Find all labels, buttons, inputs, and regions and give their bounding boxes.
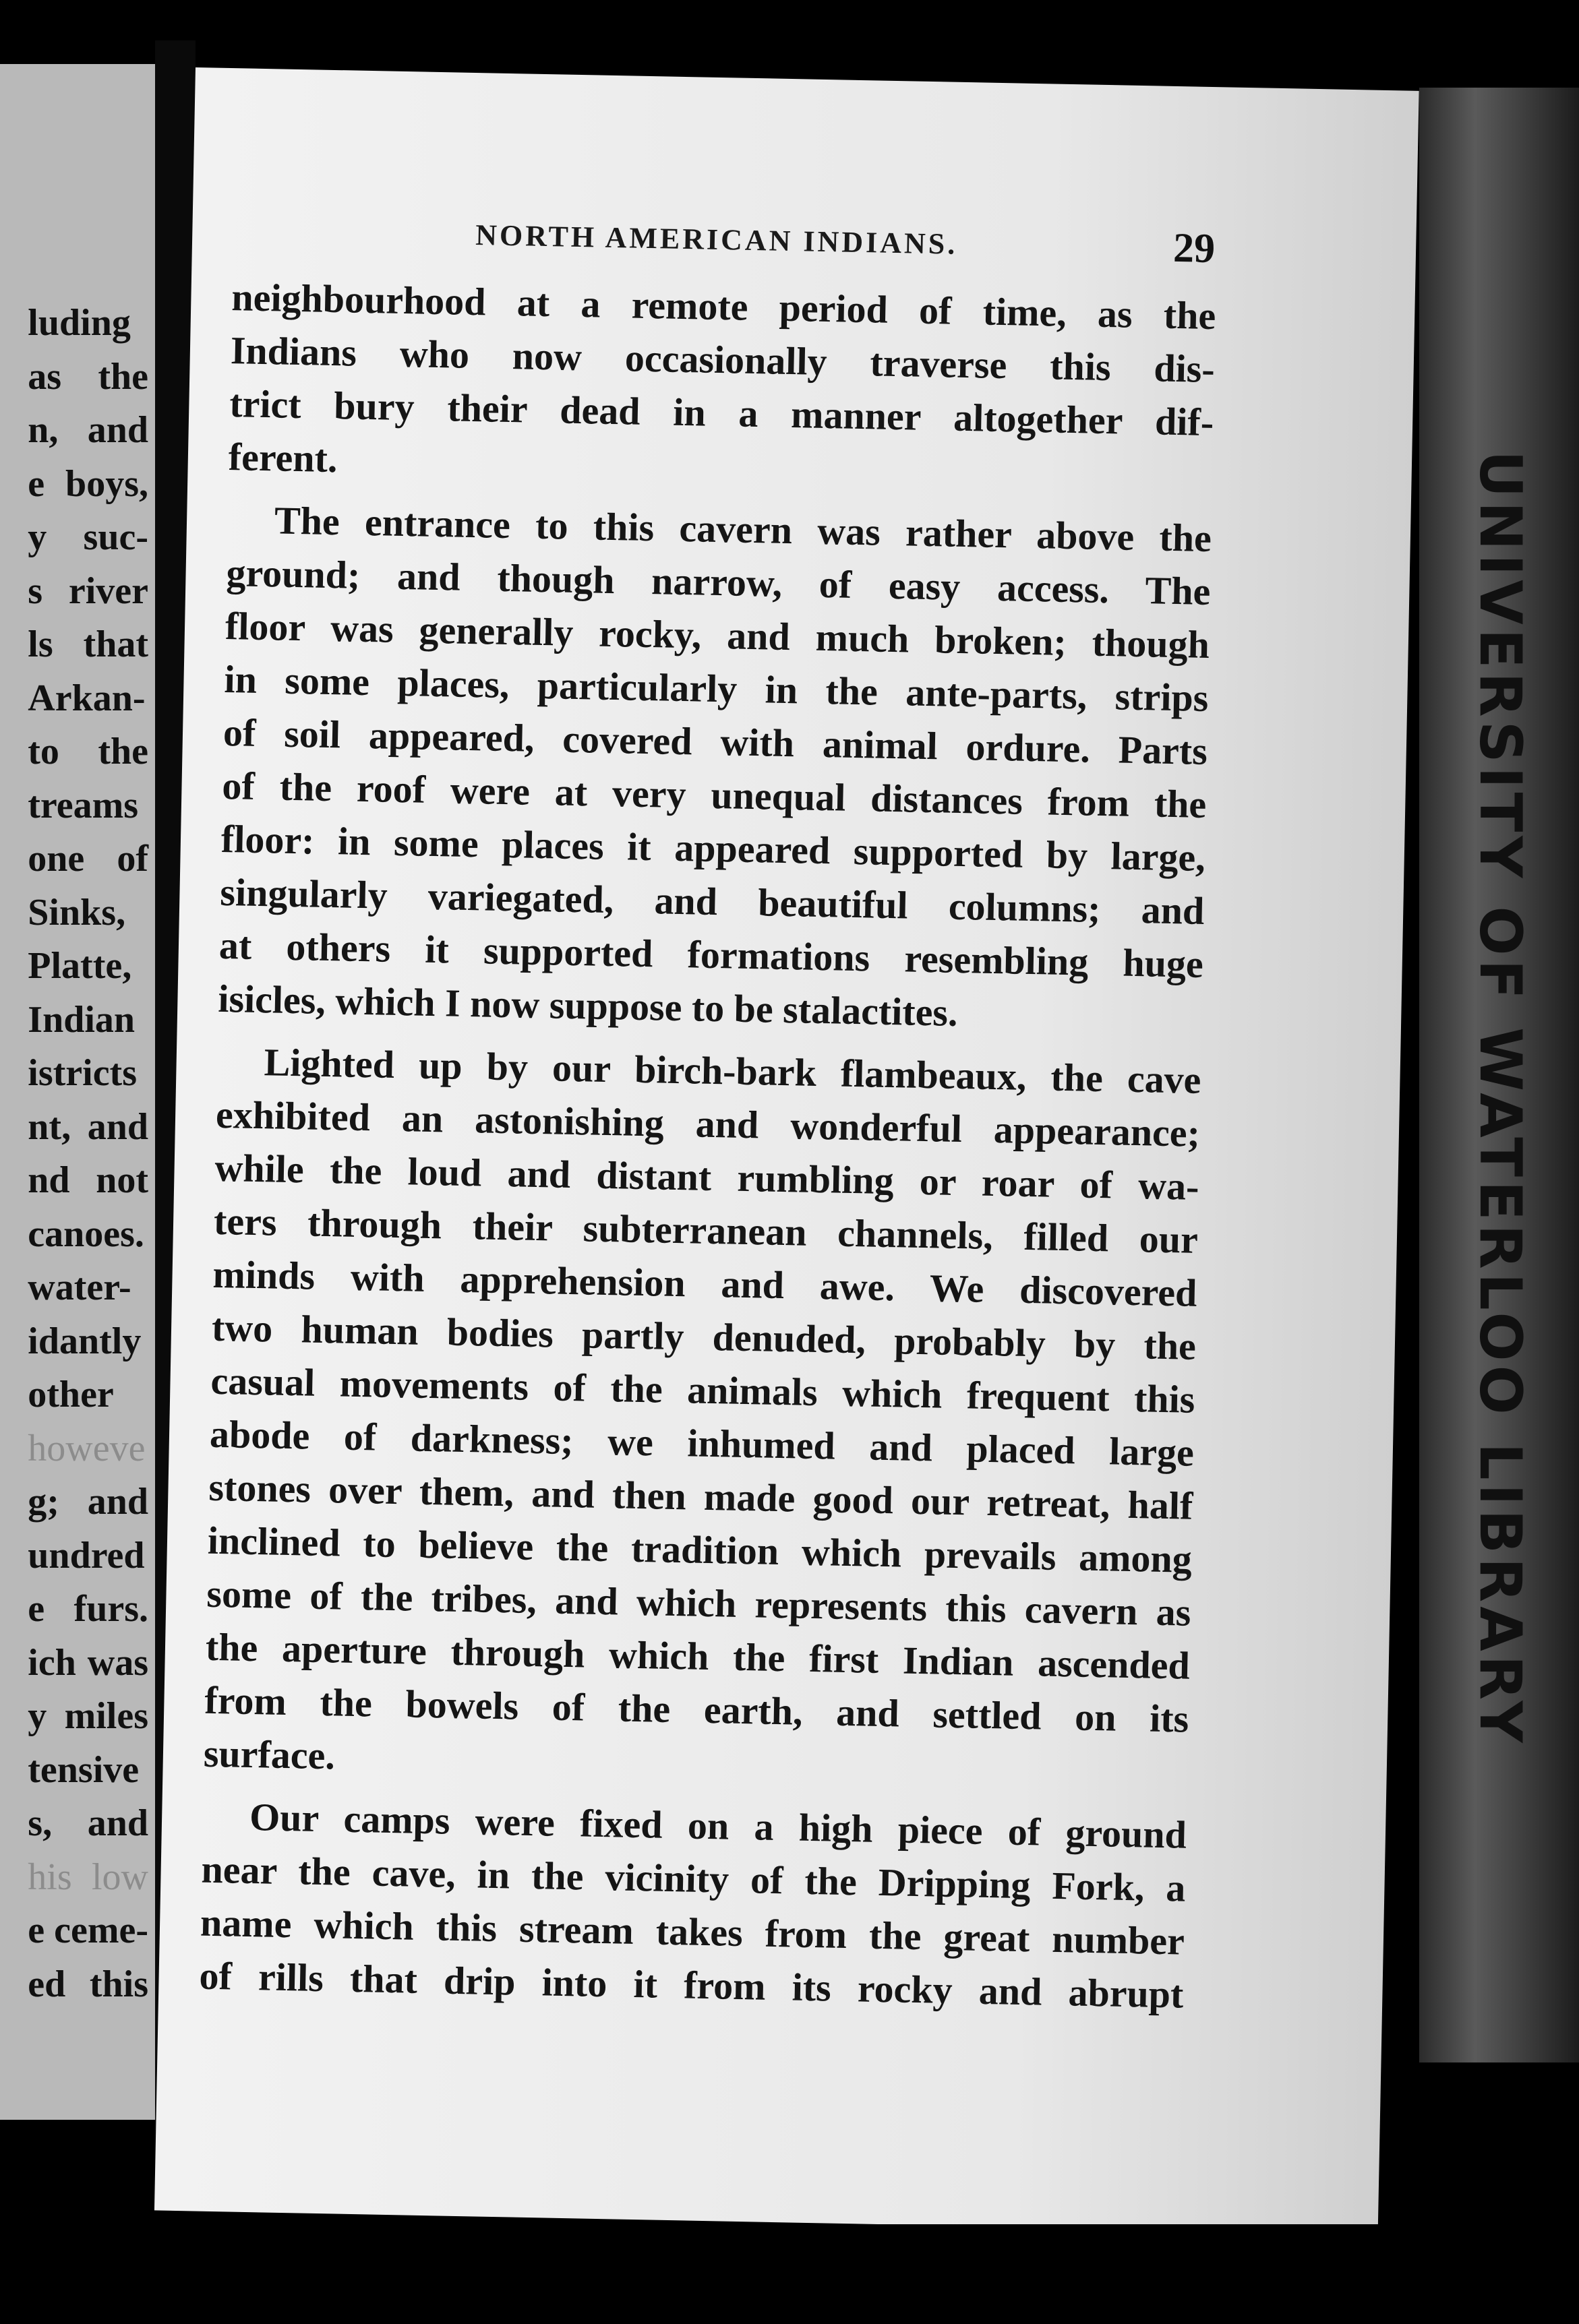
left-facing-page bbox=[0, 64, 155, 2120]
text-line: isicles, which I now suppose to be stalactites. bbox=[217, 976, 959, 1035]
left-page-line: ls that bbox=[28, 623, 148, 665]
left-page-line: canoes. bbox=[28, 1213, 144, 1255]
left-page-line: his low bbox=[28, 1856, 148, 1898]
library-stamp bbox=[1466, 450, 1534, 1747]
left-page-line: e ceme- bbox=[28, 1909, 148, 1951]
text-line: surface. bbox=[203, 1731, 336, 1778]
text-line: Lighted up by our birch-bark flambeaux, the cave bbox=[264, 1040, 1202, 1102]
text-line: from the bowels of the earth, and settled on its bbox=[204, 1678, 1189, 1741]
left-page-line: y miles bbox=[28, 1695, 148, 1737]
left-page-line: other bbox=[28, 1374, 114, 1415]
left-page-line: tensive bbox=[28, 1748, 140, 1791]
left-page-line: undred bbox=[28, 1534, 145, 1577]
text-line: trict bury their dead in a manner altogether dif- bbox=[229, 381, 1214, 445]
page-number: 29 bbox=[1172, 224, 1216, 272]
text-line: while the loud and distant rumbling or roar of wa- bbox=[214, 1145, 1200, 1209]
left-page-line: water- bbox=[28, 1266, 131, 1308]
left-page-line: istricts bbox=[28, 1052, 137, 1094]
left-page-lines bbox=[28, 297, 148, 2011]
text-line: neighbourhood at a remote period of time, as the bbox=[231, 275, 1216, 338]
left-page-line: Arkan- bbox=[28, 677, 146, 719]
library-stamp-text: UNIVERSITY OF WATERLOO LIBRARY bbox=[1466, 450, 1534, 1747]
text-line: The entrance to this cavern was rather above the bbox=[274, 498, 1212, 561]
text-line: abode of darkness; we inhumed and placed large bbox=[209, 1411, 1195, 1475]
text-line: two human bodies partly denuded, probably by the bbox=[211, 1305, 1197, 1368]
left-page-line: treams bbox=[28, 784, 139, 826]
left-page-line: ed this bbox=[28, 1963, 148, 2005]
text-line: casual movements of the animals which frequent this bbox=[210, 1358, 1195, 1421]
left-page-line: one of bbox=[28, 838, 148, 880]
left-page-line: nt, and bbox=[28, 1105, 148, 1148]
text-line: ground; and though narrow, of easy access. The bbox=[225, 551, 1211, 614]
left-page-line: as the bbox=[28, 355, 148, 398]
left-page-line: s river bbox=[28, 570, 148, 612]
text-line: singularly variegated, and beautiful columns; and bbox=[219, 869, 1205, 933]
text-line: Indians who now occasionally traverse this dis- bbox=[230, 328, 1216, 392]
left-page-line: ich was bbox=[28, 1641, 148, 1684]
left-page-line: Indian bbox=[28, 998, 136, 1041]
text-line: in some places, particularly in the ante-parts, strips bbox=[223, 656, 1209, 721]
text-line: of the roof were at very unequal distances from the bbox=[221, 763, 1207, 826]
text-line: of soil appeared, covered with animal ordure. Parts bbox=[222, 710, 1208, 773]
text-line: name which this stream takes from the great number bbox=[200, 1900, 1185, 1963]
text-line: floor: in some places it appeared supported by large, bbox=[220, 816, 1206, 880]
left-page-line: e furs. bbox=[28, 1588, 148, 1630]
left-page-line: luding bbox=[28, 302, 131, 344]
left-page-line: Platte, bbox=[28, 945, 132, 987]
left-page-line: Sinks, bbox=[28, 891, 126, 934]
text-line: at others it supported formations resembling huge bbox=[218, 923, 1204, 986]
left-page-line: g; and bbox=[28, 1481, 148, 1523]
left-page-line: y suc- bbox=[28, 516, 148, 558]
left-page-line: howeve bbox=[28, 1427, 146, 1469]
text-line: ters through their subterranean channels, filled our bbox=[213, 1198, 1199, 1262]
left-page-line: nd not bbox=[28, 1159, 148, 1201]
text-line: some of the tribes, and which represents this cavern as bbox=[206, 1571, 1191, 1634]
text-line: Our camps were fixed on a high piece of ground bbox=[249, 1795, 1187, 1857]
left-page-line: e boys, bbox=[28, 462, 148, 505]
left-page-line: idantly bbox=[28, 1320, 142, 1362]
text-line: stones over them, and then made good our retreat, half bbox=[208, 1465, 1193, 1528]
text-line: of rills that drip into it from its rocky and abrupt bbox=[199, 1953, 1185, 2017]
text-line: the aperture through which the first Indian ascended bbox=[205, 1624, 1191, 1688]
text-line: near the cave, in the vicinity of the Dripping Fork, a bbox=[201, 1847, 1187, 1910]
scan-border bbox=[0, 2224, 1579, 2324]
text-line: floor was generally rocky, and much broken; though bbox=[225, 604, 1210, 667]
running-title: NORTH AMERICAN INDIANS. bbox=[475, 218, 958, 261]
left-page-line: to the bbox=[28, 731, 148, 772]
text-line: ferent. bbox=[228, 435, 338, 481]
text-line: exhibited an astonishing and wonderful appearance; bbox=[215, 1092, 1201, 1155]
main-page bbox=[154, 67, 1419, 2234]
body-text bbox=[199, 270, 1216, 2021]
left-page-line: n, and bbox=[28, 409, 148, 451]
left-page-line: s, and bbox=[28, 1802, 148, 1844]
text-line: minds with apprehension and awe. We discovered bbox=[212, 1252, 1197, 1315]
text-line: inclined to believe the tradition which prevails among bbox=[207, 1518, 1193, 1581]
